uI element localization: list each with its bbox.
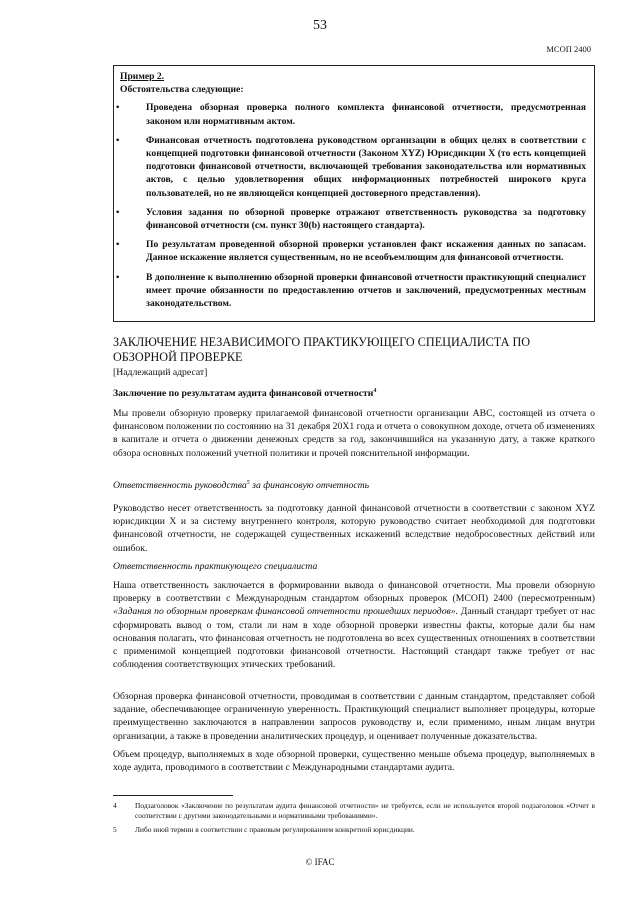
responsibility-text bbox=[113, 579, 595, 671]
volume-paragraph bbox=[113, 748, 595, 774]
footnote-divider bbox=[113, 795, 233, 796]
review-paragraph bbox=[113, 690, 595, 743]
bullet-icon: • bbox=[116, 102, 120, 114]
example-subtitle: Обстоятельства следующие: bbox=[120, 84, 244, 96]
list-item bbox=[116, 238, 586, 264]
management-text: Руководство несет ответственность за подготовку данной финансовой отчетности в соответствии с законом XYZ юрисдикции X и за систему внутреннего контроля, которую руководство считает необходимой для подготовки финансовой отчетности, не содержащей существенных искажений вследствие недобросовестных действий или ошибок. bbox=[113, 503, 595, 554]
standard-title: «Задания по обзорным проверкам финансовой отчетности прошедших периодов». bbox=[113, 606, 459, 618]
report-heading-text: Заключение по результатам аудита финансовой отчетности bbox=[113, 388, 374, 399]
list-item-text: Условия задания по обзорной проверке отражают ответственность руководства за подготовку финансовой отчетности (см. пункт 30(b) настоящего стандарта). bbox=[146, 206, 586, 232]
footnote-number: 5 bbox=[113, 825, 117, 834]
list-item-text: По результатам проведенной обзорной проверки установлен факт искажения данных по запасам. Данное искажение является существенным, но не всеобъемлющим для финансовой отчетности. bbox=[146, 239, 586, 264]
footnote-text: Подзаголовок «Заключение по результатам аудита финансовой отчетности» не требуется, если не используется второй подзаголовок «Отчет в соответствии с другими законодательными и нормативными требованиями». bbox=[135, 801, 595, 820]
circumstances-list bbox=[116, 101, 586, 310]
conclusion-heading: ЗАКЛЮЧЕНИЕ НЕЗАВИСИМОГО ПРАКТИКУЮЩЕГО СПЕЦИАЛИСТА ПО ОБЗОРНОЙ ПРОВЕРКЕ bbox=[113, 335, 531, 364]
list-item bbox=[116, 206, 586, 232]
list-item-text: Финансовая отчетность подготовлена руководством организации в общих целях в соответствии с концепцией подготовки финансовой отчетности (Законом XYZ) Юрисдикции X (то есть концепцией подготовки финансовой отчетности, включающей требования законодательства или нормативных актов, с целью удовлетворения общих информационных потребностей широкого круга пользователей, но не являющейся концепцией достоверного представления). bbox=[146, 134, 586, 199]
footnote-4 bbox=[113, 801, 595, 821]
list-item-text: В дополнение к выполнению обзорной проверки финансовой отчетности практикующий специалист имеет прочие обязанности по предоставлению отчетов и заключений, предусмотренных местным законодательством. bbox=[146, 271, 586, 310]
standard-reference: МСОП 2400 bbox=[546, 44, 591, 54]
page-number: 53 bbox=[313, 18, 327, 33]
footnote-5 bbox=[113, 825, 595, 835]
list-item-text: Проведена обзорная проверка полного комплекта финансовой отчетности, предусмотренная законом или нормативным актом. bbox=[146, 102, 586, 127]
management-heading bbox=[113, 479, 595, 492]
footnote-ref: 4 bbox=[373, 387, 377, 394]
responsibility-text-a: Наша ответственность заключается в формировании вывода о финансовой отчетности. Мы провели обзорную проверку в соответствии с Международным стандартом обзорных проверок (МСОП) 2400 (пересмотренным) bbox=[113, 580, 595, 605]
addressee: [Надлежащий адресат] bbox=[113, 367, 208, 378]
management-paragraph bbox=[113, 502, 595, 555]
list-item bbox=[116, 101, 586, 127]
copyright-footer: © IFAC bbox=[305, 857, 335, 867]
footnote-ref: 5 bbox=[246, 479, 250, 486]
volume-text: Объем процедур, выполняемых в ходе обзорной проверки, существенно меньше объема процедур, выполняемых в ходе аудита, проводимого в соответствии с Международными стандартами аудита. bbox=[113, 749, 595, 774]
intro-text: Мы провели обзорную проверку прилагаемой финансовой отчетности организации ABC, состоящей из отчета о финансовом положении по состоянию на 31 декабря 20X1 года и отчета о совокупном доходе, отчета об изменениях в капитале и отчета о движении денежных средств за год, закончившийся на указанную дату, а также краткого обзора основных положений учетной политики и прочей пояснительной информации. bbox=[113, 408, 595, 459]
review-text: Обзорная проверка финансовой отчетности, проводимая в соответствии с данным стандартом, представляет собой задание, обеспечивающее ограниченную уверенность. Практикующий специалист выполняет процедуры, которые преимущественно заключаются в направлении запросов руководству и, если применимо, иным лицам внутри организации, а также в проведении аналитических процедур, и оценивает полученные доказательства. bbox=[113, 691, 595, 742]
bullet-icon: • bbox=[116, 206, 120, 218]
bullet-icon: • bbox=[116, 239, 120, 251]
list-item bbox=[116, 271, 586, 311]
bullet-icon: • bbox=[116, 271, 120, 283]
intro-paragraph bbox=[113, 407, 595, 460]
responsibility-text-b: Данный стандарт требует от нас сформировать вывод о том, стали ли нам в ходе обзорной проверки известны факты, которые дали бы нам основания полагать, что финансовая отчетность не подготовлена во всех существенных отношениях в соответствии с применимой концепцией подготовки финансовой отчетности. Настоящий стандарт также требует от нас соблюдения соответствующих этических требований. bbox=[113, 606, 595, 671]
footnote-number: 4 bbox=[113, 801, 117, 810]
bullet-icon: • bbox=[116, 134, 120, 146]
practitioner-heading: Ответственность практикующего специалиста bbox=[113, 561, 318, 572]
footnote-text: Либо иной термин в соответствии с правовым регулированием конкретной юрисдикции. bbox=[135, 825, 415, 834]
management-heading-text: Ответственность руководства bbox=[113, 480, 247, 491]
responsibility-paragraph bbox=[113, 579, 595, 671]
list-item bbox=[116, 134, 586, 200]
example-box bbox=[113, 65, 595, 322]
example-title: Пример 2. bbox=[120, 71, 165, 82]
management-heading-rest: за финансовую отчетность bbox=[249, 480, 370, 491]
report-heading bbox=[113, 387, 595, 400]
